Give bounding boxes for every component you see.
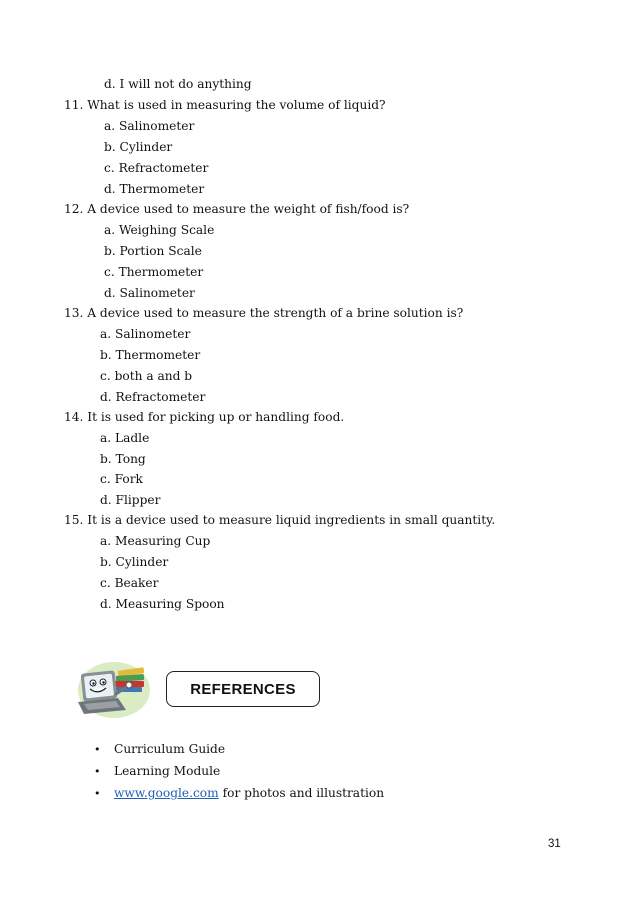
option: a. Measuring Cup <box>100 534 211 548</box>
option: a. Salinometer <box>104 119 195 133</box>
question-13: 13. A device used to measure the strength of a brine solution is? <box>64 306 464 320</box>
option: c. Thermometer <box>104 265 204 279</box>
bullet-icon: • <box>94 787 101 800</box>
option: c. Beaker <box>100 576 159 590</box>
reference-text: for photos and illustration <box>218 786 385 800</box>
question-12: 12. A device used to measure the weight of fish/food is? <box>64 202 410 216</box>
references-heading: REFERENCES <box>166 671 320 707</box>
google-link[interactable]: www.google.com <box>114 786 219 800</box>
reference-text: Learning Module <box>114 764 221 778</box>
reference-item <box>94 785 384 802</box>
question-14: 14. It is used for picking up or handling food. <box>64 410 345 424</box>
reference-item <box>94 763 220 780</box>
laptop-with-books-icon <box>72 656 152 722</box>
reference-text: Curriculum Guide <box>114 742 226 756</box>
option: b. Cylinder <box>100 555 169 569</box>
option: c. Refractometer <box>104 161 209 175</box>
option: c. Fork <box>100 472 143 486</box>
continued-option: d. I will not do anything <box>104 77 252 91</box>
option: a. Salinometer <box>100 327 191 341</box>
option: d. Flipper <box>100 493 161 507</box>
page-number: 31 <box>548 838 561 850</box>
bullet-icon: • <box>94 765 101 778</box>
option: b. Thermometer <box>100 348 201 362</box>
option: b. Cylinder <box>104 140 173 154</box>
option: d. Measuring Spoon <box>100 597 225 611</box>
option: a. Weighing Scale <box>104 223 215 237</box>
option: d. Refractometer <box>100 390 206 404</box>
option: c. both a and b <box>100 369 193 383</box>
bullet-icon: • <box>94 743 101 756</box>
option: b. Portion Scale <box>104 244 202 258</box>
option: a. Ladle <box>100 431 150 445</box>
question-15: 15. It is a device used to measure liquid ingredients in small quantity. <box>64 513 496 527</box>
option: d. Salinometer <box>104 286 195 300</box>
option: b. Tong <box>100 452 146 466</box>
option: d. Thermometer <box>104 182 205 196</box>
question-11: 11. What is used in measuring the volume of liquid? <box>64 98 386 112</box>
reference-item <box>94 741 225 758</box>
